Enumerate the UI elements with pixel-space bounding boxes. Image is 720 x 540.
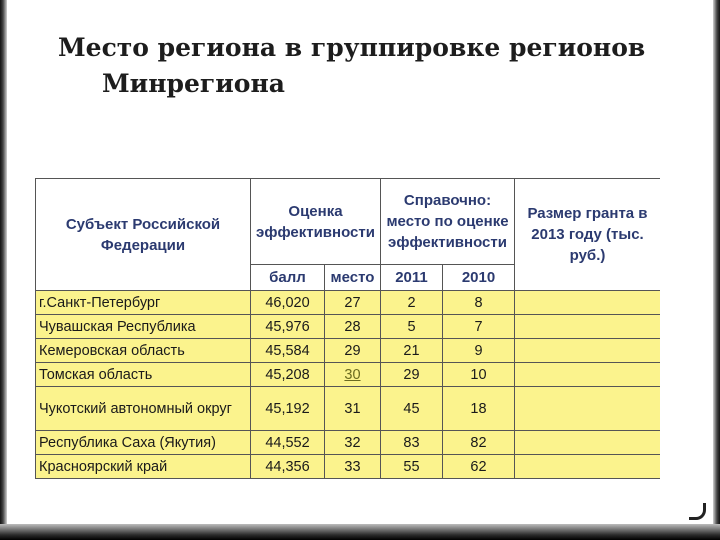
slide-bottom-shadow: [0, 524, 720, 540]
score-cell: 46,020: [251, 291, 325, 315]
score-cell: 44,356: [251, 455, 325, 479]
page-curl-corner: [689, 503, 706, 520]
header-year-2010: 2010: [443, 265, 515, 291]
table-row: [36, 315, 661, 339]
region-cell: Республика Саха (Якутия): [36, 431, 251, 455]
year-2010-cell: 10: [443, 363, 515, 387]
score-cell: 45,192: [251, 387, 325, 431]
place-cell: 27: [325, 291, 381, 315]
header-reference: Справочно: место по оценке эффективности: [381, 179, 515, 265]
header-evaluation: Оценка эффективности: [251, 179, 381, 265]
score-cell: 44,552: [251, 431, 325, 455]
year-2010-cell: 7: [443, 315, 515, 339]
region-cell: Чувашская Республика: [36, 315, 251, 339]
slide-title-line-1: Место региона в группировке регионов: [58, 33, 646, 62]
year-2011-cell: 2: [381, 291, 443, 315]
year-2011-cell: 45: [381, 387, 443, 431]
grant-cell: [515, 315, 661, 339]
header-subject: Субъект Российской Федерации: [36, 179, 251, 291]
ranking-table-viewport: [35, 178, 660, 480]
grant-cell: [515, 431, 661, 455]
year-2011-cell: 55: [381, 455, 443, 479]
table-row: [36, 387, 661, 431]
header-score: балл: [251, 265, 325, 291]
table-row: [36, 455, 661, 479]
slide-title-line-2: Минрегиона: [102, 69, 285, 98]
header-place: место: [325, 265, 381, 291]
region-cell: Красноярский край: [36, 455, 251, 479]
slide-right-shadow: [713, 0, 720, 540]
year-2011-cell: 29: [381, 363, 443, 387]
place-cell: 32: [325, 431, 381, 455]
grant-cell: [515, 455, 661, 479]
year-2011-cell: 83: [381, 431, 443, 455]
score-cell: 45,976: [251, 315, 325, 339]
grant-cell: [515, 387, 661, 431]
score-cell: 45,208: [251, 363, 325, 387]
year-2010-cell: 82: [443, 431, 515, 455]
slide-left-shadow: [0, 0, 7, 540]
table-row: [36, 339, 661, 363]
place-cell: 31: [325, 387, 381, 431]
year-2010-cell: 9: [443, 339, 515, 363]
region-cell: Чукотский автономный округ: [36, 387, 251, 431]
table-row: [36, 291, 661, 315]
ranking-table: [35, 178, 660, 479]
slide-title: [58, 30, 645, 102]
year-2010-cell: 62: [443, 455, 515, 479]
region-cell: Кемеровская область: [36, 339, 251, 363]
place-cell: 29: [325, 339, 381, 363]
region-cell: Томская область: [36, 363, 251, 387]
place-cell: 28: [325, 315, 381, 339]
year-2011-cell: 21: [381, 339, 443, 363]
region-cell: г.Санкт-Петербург: [36, 291, 251, 315]
place-cell: 30: [325, 363, 381, 387]
score-cell: 45,584: [251, 339, 325, 363]
year-2010-cell: 8: [443, 291, 515, 315]
grant-cell: [515, 363, 661, 387]
place-cell: 33: [325, 455, 381, 479]
header-year-2011: 2011: [381, 265, 443, 291]
table-body: [36, 291, 661, 479]
header-grant: Размер гранта в 2013 году (тыс. руб.): [515, 179, 661, 291]
table-row: [36, 363, 661, 387]
year-2011-cell: 5: [381, 315, 443, 339]
table-row: [36, 431, 661, 455]
grant-cell: [515, 339, 661, 363]
year-2010-cell: 18: [443, 387, 515, 431]
grant-cell: [515, 291, 661, 315]
